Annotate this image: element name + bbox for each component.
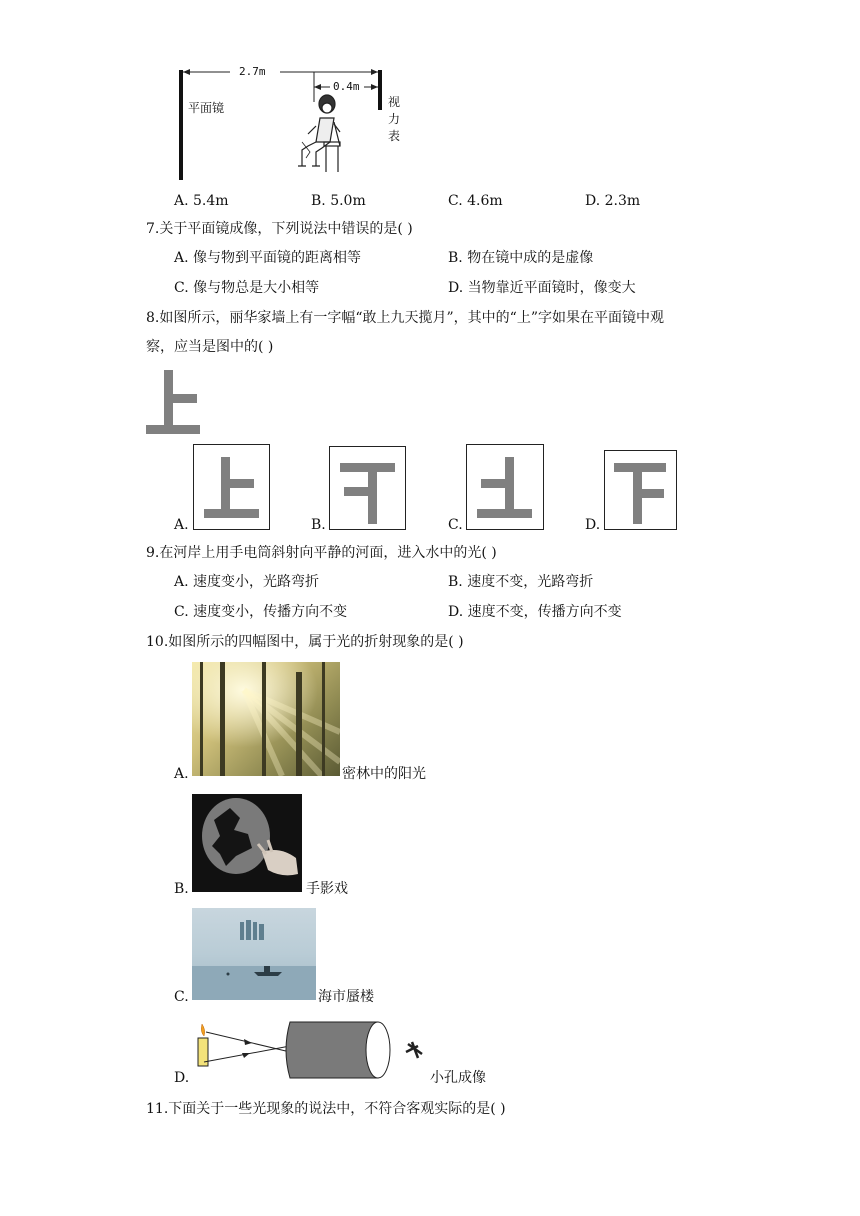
q8-option-b-figure	[329, 446, 406, 530]
hand-shadow-image	[192, 794, 302, 892]
q8-option-d-letter: D.	[585, 517, 601, 533]
q10-option-a-letter: A.	[174, 766, 189, 782]
q9-option-a: A. 速度变小，光路弯折	[174, 574, 320, 590]
q10-option-c-caption: 海市蜃楼	[318, 989, 374, 1005]
distance-total-label: 2.7m	[239, 65, 266, 78]
q8-option-c-figure	[466, 444, 544, 530]
mirror-label: 平面镜	[188, 101, 225, 115]
q7-stem: 7.关于平面镜成像，下列说法中错误的是( )	[146, 221, 413, 237]
q10-option-b-letter: B.	[174, 881, 189, 897]
q8-option-d-figure	[604, 450, 677, 530]
q10-stem: 10.如图所示的四幅图中，属于光的折射现象的是( )	[146, 634, 464, 650]
q6-option-b: B. 5.0m	[311, 193, 366, 209]
q10-option-d-caption: 小孔成像	[430, 1070, 486, 1086]
eye-chart-label-3: 表	[388, 129, 401, 143]
q10-option-a-caption: 密林中的阳光	[342, 766, 426, 782]
q7-option-c: C. 像与物总是大小相等	[174, 280, 320, 296]
q8-option-c-letter: C.	[448, 517, 463, 533]
mirage-image	[192, 908, 316, 1000]
q10-option-c-letter: C.	[174, 989, 189, 1005]
eye-chart-label-1: 视	[388, 95, 401, 109]
q7-option-d: D. 当物靠近平面镜时，像变大	[448, 280, 636, 296]
q11-stem: 11.下面关于一些光现象的说法中，不符合客观实际的是( )	[146, 1101, 506, 1117]
pinhole-diagram	[192, 1016, 430, 1086]
q9-option-d: D. 速度不变，传播方向不变	[448, 604, 622, 620]
q9-stem: 9.在河岸上用手电筒斜射向平静的河面，进入水中的光( )	[146, 545, 497, 561]
q10-option-b-caption: 手影戏	[306, 881, 348, 897]
forest-sunlight-image	[192, 662, 340, 776]
q8-option-a-letter: A.	[174, 517, 189, 533]
q8-option-a-figure	[193, 444, 270, 530]
q9-option-c: C. 速度变小，传播方向不变	[174, 604, 348, 620]
q6-option-a: A. 5.4m	[174, 193, 229, 209]
q8-stem-line-1: 8.如图所示，丽华家墙上有一字幅“敢上九天揽月”，其中的“上”字如果在平面镜中观	[146, 310, 664, 326]
q7-option-a: A. 像与物到平面镜的距离相等	[174, 250, 362, 266]
q7-option-b: B. 物在镜中成的是虚像	[448, 250, 594, 266]
q10-option-d-letter: D.	[174, 1070, 190, 1086]
q8-option-b-letter: B.	[311, 517, 326, 533]
q8-stem-line-2: 察，应当是图中的( )	[146, 339, 274, 355]
mirror-distance-figure	[170, 62, 410, 184]
q6-option-c: C. 4.6m	[448, 193, 503, 209]
q6-option-d: D. 2.3m	[585, 193, 641, 209]
eye-chart-label-2: 力	[388, 112, 401, 126]
q9-option-b: B. 速度不变，光路弯折	[448, 574, 594, 590]
original-character-figure	[146, 370, 200, 434]
distance-person-label: 0.4m	[333, 80, 360, 93]
